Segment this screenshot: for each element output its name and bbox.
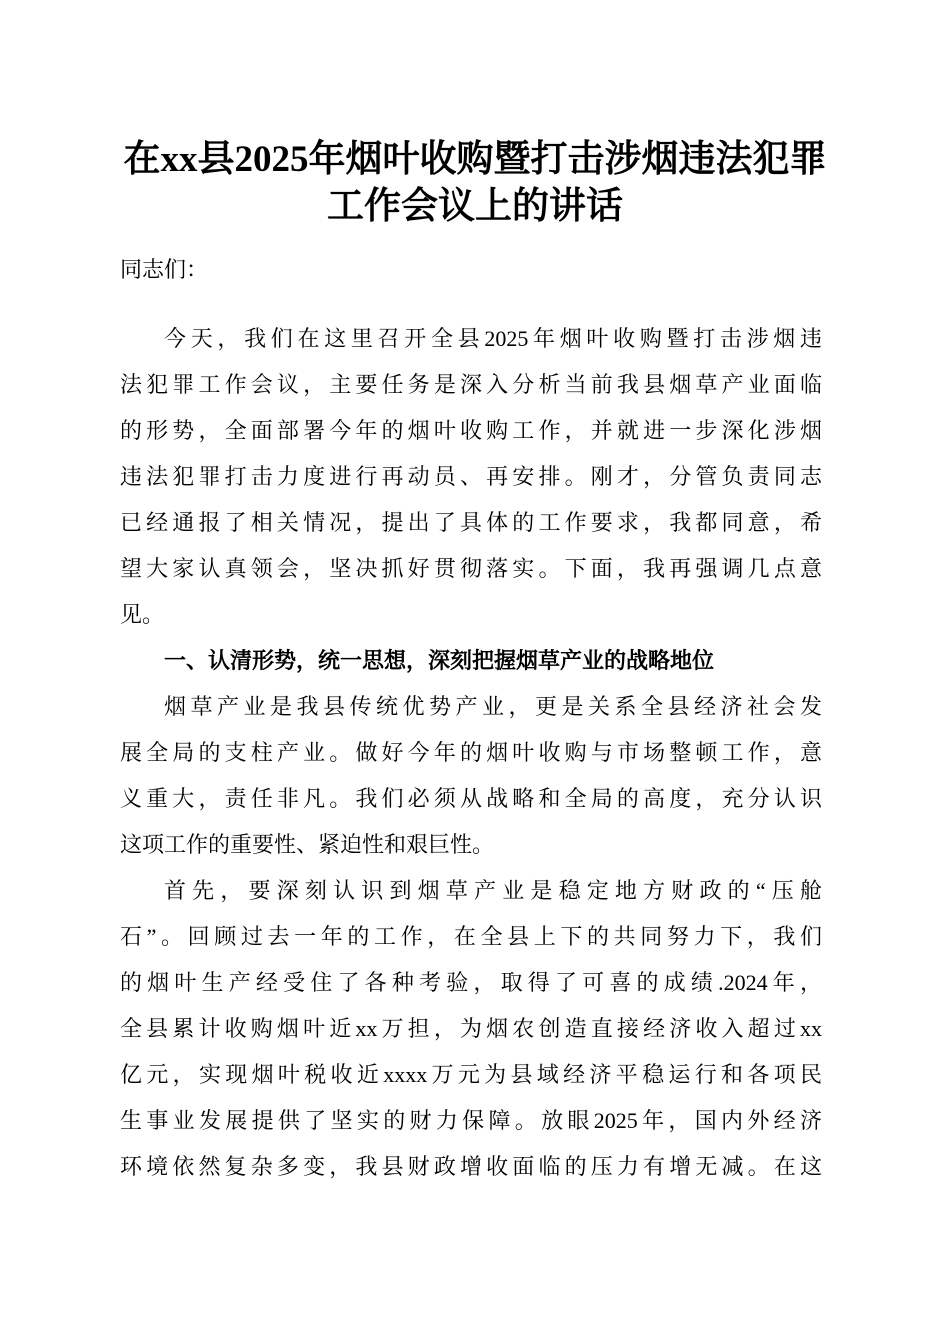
- text-line: 的烟叶生产经受住了各种考验，取得了可喜的成绩.2024年，: [120, 970, 822, 995]
- document-title-line-2: 工作会议上的讲话: [327, 186, 623, 227]
- text-line: 的形势，全面部署今年的烟叶收购工作，并就进一步深化涉烟: [120, 418, 822, 443]
- text-line: 违法犯罪打击力度进行再动员、再安排。刚才，分管负责同志: [120, 464, 822, 489]
- text-line: 望大家认真领会，坚决抓好贯彻落实。下面，我再强调几点意: [120, 556, 822, 581]
- text-line: 石”。回顾过去一年的工作，在全县上下的共同努力下，我们: [120, 924, 822, 949]
- section-heading-1: 一、认清形势，统一思想，深刻把握烟草产业的战略地位: [164, 648, 715, 673]
- text-line: 展全局的支柱产业。做好今年的烟叶收购与市场整顿工作，意: [120, 740, 822, 765]
- text-line: 环境依然复杂多变，我县财政增收面临的压力有增无减。在这: [120, 1154, 822, 1179]
- text-line: 亿元，实现烟叶税收近xxxx万元为县域经济平稳运行和各项民: [120, 1062, 822, 1087]
- text-line: 生事业发展提供了坚实的财力保障。放眼2025年，国内外经济: [120, 1108, 822, 1133]
- paragraph-industry: [120, 684, 822, 868]
- greeting: 同志们：: [120, 257, 209, 282]
- text-line: 法犯罪工作会议，主要任务是深入分析当前我县烟草产业面临: [120, 372, 822, 397]
- text-line: 已经通报了相关情况，提出了具体的工作要求，我都同意，希: [120, 510, 822, 535]
- document-body: [120, 247, 822, 1190]
- text-line: 这项工作的重要性、紧迫性和艰巨性。: [120, 832, 495, 857]
- text-line: 义重大，责任非凡。我们必须从战略和全局的高度，充分认识: [120, 786, 822, 811]
- paragraph-intro: [120, 316, 822, 638]
- text-line: 首先，要深刻认识到烟草产业是稳定地方财政的“压舱: [164, 878, 822, 903]
- document-title-line-1: 在xx县2025年烟叶收购暨打击涉烟违法犯罪: [123, 139, 827, 180]
- text-line: 今天，我们在这里召开全县2025年烟叶收购暨打击涉烟违: [164, 326, 822, 351]
- text-line: 全县累计收购烟叶近xx万担，为烟农创造直接经济收入超过xx: [120, 1016, 822, 1041]
- text-line: 见。: [120, 602, 165, 627]
- text-line: 烟草产业是我县传统优势产业，更是关系全县经济社会发: [164, 694, 822, 719]
- paragraph-first-point: [120, 868, 822, 1190]
